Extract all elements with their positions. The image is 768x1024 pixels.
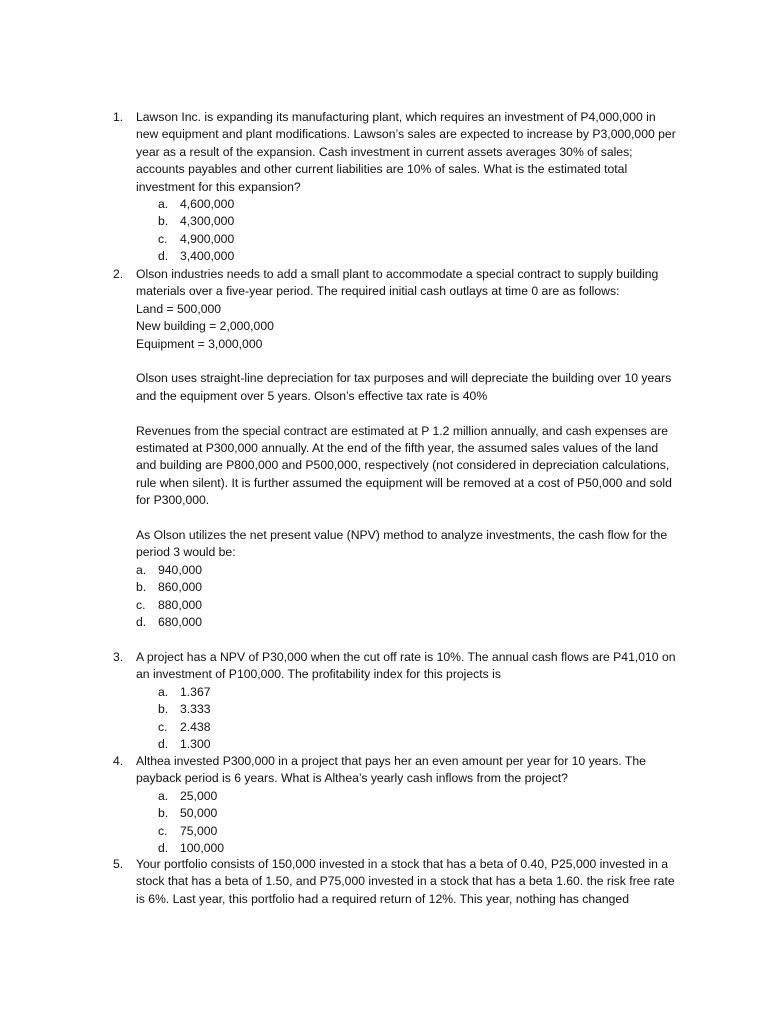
answer-option <box>158 684 676 701</box>
answer-option <box>158 248 676 265</box>
question-text: Olson industries needs to add a small plant to accommodate a special contract to supply building materials over a five-year period. The required initial cash outlays at time 0 are as follows: <box>136 267 659 299</box>
option-text: 860,000 <box>158 580 203 595</box>
question-text: Lawson Inc. is expanding its manufacturing plant, which requires an investment of P4,000,000 in new equipment and plant modifications. Lawson’s sales are expected to increase by P3,000,000 per year as a result of the expansion. Cash investment in current assets averages 30% of sales; accounts payables and other current liabilities are 10% of sales. What is the estimated total investment for this expansion? <box>136 110 676 194</box>
answer-option <box>158 231 676 248</box>
question-body <box>136 649 676 753</box>
option-letter: c. <box>158 719 168 734</box>
question-number: 2. <box>113 267 124 281</box>
option-text: 1.367 <box>180 684 211 699</box>
option-letter: d. <box>158 841 169 856</box>
option-letter: b. <box>158 702 169 717</box>
answer-option <box>158 840 676 857</box>
option-letter: c. <box>136 597 146 612</box>
option-text: 2.438 <box>180 719 211 734</box>
question-text: A project has a NPV of P30,000 when the cut off rate is 10%. The annual cash flows are P41,010 on an investment of P100,000. The profitability index for this projects is <box>136 650 676 682</box>
question-text: Your portfolio consists of 150,000 invested in a stock that has a beta of 0.40, P25,000 invested in a stock that has a beta of 1.50, and P75,000 invested in a stock that has a beta 1.60. the risk free rate is 6%. Last year, this portfolio had a required return of 12%. This year, nothing has changed <box>136 857 675 906</box>
option-text: 25,000 <box>180 788 218 803</box>
option-text: 3,400,000 <box>180 249 235 264</box>
option-text: 4,900,000 <box>180 231 235 246</box>
answer-option <box>136 597 676 614</box>
answer-option <box>158 788 676 805</box>
answer-option <box>158 719 676 736</box>
option-text: 4,600,000 <box>180 197 235 212</box>
answer-option <box>136 614 676 631</box>
question-text: Revenues from the special contract are estimated at P 1.2 million annually, and cash expenses are estimated at P300,000 annually. At the end of the fifth year, the assumed sales values of the land and building are P800,000 and P500,000, respectively (not considered in depreciation calculations, rule when silent). It is further assumed the equipment will be removed at a cost of P50,000 and sold for P300,000. <box>136 423 672 508</box>
option-letter: a. <box>158 197 169 212</box>
option-letter: c. <box>158 231 168 246</box>
outlay-building: New building = 2,000,000 <box>136 319 274 334</box>
question-number: 3. <box>113 650 124 664</box>
answer-options <box>136 562 676 632</box>
option-letter: a. <box>136 562 147 577</box>
answer-option <box>158 213 676 230</box>
option-letter: d. <box>158 249 169 264</box>
answer-option <box>136 562 676 579</box>
option-letter: d. <box>136 615 147 630</box>
question-text: Althea invested P300,000 in a project that pays her an even amount per year for 10 years. The payback period is 6 years. What is Althea’s yearly cash inflows from the project? <box>136 754 646 786</box>
option-text: 680,000 <box>158 615 203 630</box>
option-letter: b. <box>136 580 147 595</box>
question-text: As Olson utilizes the net present value (NPV) method to analyze investments, the cash flow for the period 3 would be: <box>136 528 668 560</box>
answer-option <box>158 823 676 840</box>
question-number: 4. <box>113 754 124 768</box>
answer-option <box>158 196 676 213</box>
option-text: 50,000 <box>180 806 218 821</box>
question-number: 1. <box>113 110 124 124</box>
option-letter: d. <box>158 737 169 752</box>
question-number: 5. <box>113 857 124 871</box>
question-text: Olson uses straight-line depreciation for tax purposes and will depreciate the building over 10 years and the equipment over 5 years. Olson’s effective tax rate is 40% <box>136 371 672 403</box>
option-letter: a. <box>158 788 169 803</box>
question-body <box>136 266 676 631</box>
option-letter: a. <box>158 684 169 699</box>
answer-options <box>136 788 676 858</box>
option-text: 940,000 <box>158 562 203 577</box>
answer-option <box>136 579 676 596</box>
option-text: 75,000 <box>180 823 218 838</box>
answer-option <box>158 701 676 718</box>
option-text: 1.300 <box>180 737 211 752</box>
answer-options <box>136 684 676 754</box>
answer-options <box>136 196 676 266</box>
option-letter: b. <box>158 806 169 821</box>
option-text: 100,000 <box>180 841 225 856</box>
option-text: 4,300,000 <box>180 214 235 229</box>
option-letter: c. <box>158 823 168 838</box>
question-body <box>136 856 676 908</box>
answer-option <box>158 805 676 822</box>
answer-option <box>158 736 676 753</box>
question-body <box>136 109 676 266</box>
question-body <box>136 753 676 857</box>
option-letter: b. <box>158 214 169 229</box>
option-text: 880,000 <box>158 597 203 612</box>
outlay-equipment: Equipment = 3,000,000 <box>136 336 263 351</box>
option-text: 3.333 <box>180 702 211 717</box>
outlay-land: Land = 500,000 <box>136 301 222 316</box>
